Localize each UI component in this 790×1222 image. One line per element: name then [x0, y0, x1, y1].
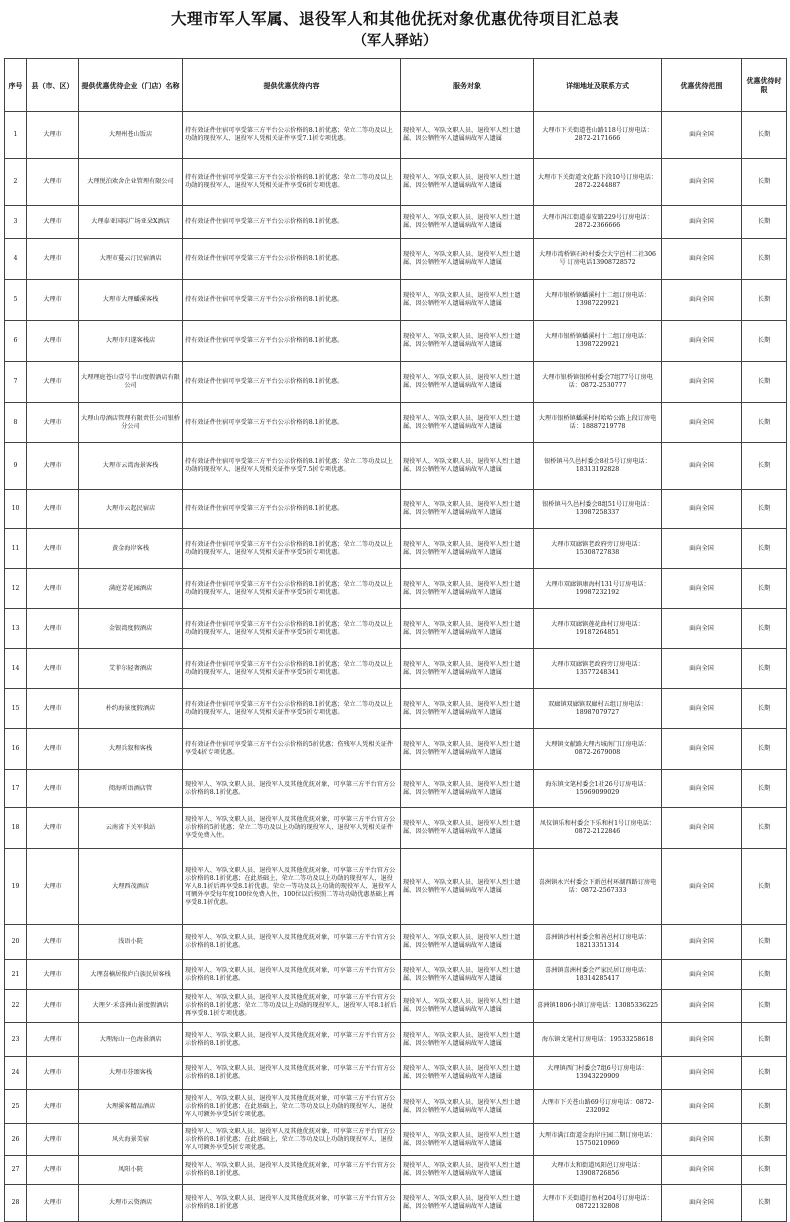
header-address: 详细地址及联系方式 — [534, 59, 662, 112]
row-content: 现役军人、军队文职人员、退役军人及其他优抚对象，可享第三方平台官方公示价格的8.1折优惠。 — [183, 1023, 401, 1057]
row-content: 持有效证件住宿可享受第三方平台公示价格的8.1折优惠；荣立二等功及以上功勋的现役军人、退役军人凭相关证件享受5折专项优惠。 — [183, 689, 401, 729]
table-row — [5, 206, 787, 239]
row-scope: 面向全国 — [662, 1023, 742, 1057]
row-scope: 面向全国 — [662, 689, 742, 729]
row-target: 现役军人、军队文职人员、退役军人烈士遗属、因公牺牲军人遗属病故军人遗属 — [401, 239, 534, 280]
table-row — [5, 1090, 787, 1124]
row-company: 大理泰亚国际广场亚朵X酒店 — [79, 206, 183, 239]
row-content: 现役军人、军队文职人员、退役军人及其他优抚对象，可享第三方平台官方公示价格的8.1折优惠。 — [183, 770, 401, 808]
row-company: 阅海听语酒店管 — [79, 770, 183, 808]
row-address: 喜洲镇永兴村委会下新邑村环湖西路订房电话：0872-2567333 — [534, 849, 662, 925]
table-row — [5, 1156, 787, 1185]
row-period: 长期 — [742, 649, 787, 689]
row-address: 大理市银桥镇蟠溪村十二组订房电话：13987229921 — [534, 280, 662, 321]
row-target: 现役军人、军队文职人员、退役军人烈士遗属、因公牺牲军人遗属病故军人遗属 — [401, 1057, 534, 1090]
row-address: 凤仪镇乐和村委会下乐和村1号订房电话：0872-2122846 — [534, 808, 662, 849]
row-scope: 面向全国 — [662, 403, 742, 443]
row-scope: 面向全国 — [662, 362, 742, 403]
row-content: 现役军人、军队文职人员、退役军人及其他优抚对象，可享第三方平台官方公示价格的8.1折优惠；在此基础上，荣立二等功及以上功勋的现役军人、退役军人可额外享受5折专项优惠。 — [183, 1090, 401, 1124]
row-scope: 面向全国 — [662, 112, 742, 159]
row-no: 25 — [5, 1090, 27, 1124]
row-target: 现役军人、军队文职人员、退役军人烈士遗属、因公牺牲军人遗属病故军人遗属 — [401, 206, 534, 239]
row-address: 大理市银桥镇蟠溪村十二组订房电话：13987229921 — [534, 321, 662, 362]
row-scope: 面向全国 — [662, 729, 742, 770]
row-company: 大理喜楠居侬庐白族民居客栈 — [79, 960, 183, 990]
row-company: 风火海景美宿 — [79, 1124, 183, 1156]
row-target: 现役军人、军队文职人员、退役军人烈士遗属、因公牺牲军人遗属病故军人遗属 — [401, 849, 534, 925]
row-county: 大理市 — [27, 321, 79, 362]
row-address: 大理镇西门村委会7组6号订房电话：13943229909 — [534, 1057, 662, 1090]
row-company: 大理理庭苍山壹号半山度假酒店有限公司 — [79, 362, 183, 403]
row-scope: 面向全国 — [662, 490, 742, 529]
row-period: 长期 — [742, 808, 787, 849]
row-target: 现役军人、军队文职人员、退役军人烈士遗属、因公牺牲军人遗属病故军人遗属 — [401, 1185, 534, 1222]
row-no: 28 — [5, 1185, 27, 1222]
row-target: 现役军人、军队文职人员、退役军人烈士遗属、因公牺牲军人遗属病故军人遗属 — [401, 960, 534, 990]
row-no: 9 — [5, 443, 27, 490]
row-company: 浅语小院 — [79, 925, 183, 960]
row-county: 大理市 — [27, 1023, 79, 1057]
row-company: 大理海山一色海景酒店 — [79, 1023, 183, 1057]
row-period: 长期 — [742, 159, 787, 206]
row-company: 大理市云起民宿店 — [79, 490, 183, 529]
row-county: 大理市 — [27, 960, 79, 990]
row-county: 大理市 — [27, 206, 79, 239]
row-period: 长期 — [742, 206, 787, 239]
row-target: 现役军人、军队文职人员、退役军人烈士遗属、因公牺牲军人遗属病故军人遗属 — [401, 990, 534, 1023]
row-county: 大理市 — [27, 808, 79, 849]
row-period: 长期 — [742, 362, 787, 403]
row-company: 大理市大理蟠溪客栈 — [79, 280, 183, 321]
row-address: 大理市双廊镇莲花曲村订房电话：19187264851 — [534, 609, 662, 649]
row-scope: 面向全国 — [662, 159, 742, 206]
row-no: 1 — [5, 112, 27, 159]
row-content: 持有效证件住宿可享受第三方平台公示价格的8.1折优惠；荣立二等功及以上功勋的现役军人、退役军人凭相关证件享受5折专项优惠。 — [183, 529, 401, 569]
row-company: 大理市归遂客栈店 — [79, 321, 183, 362]
table-row — [5, 990, 787, 1023]
row-period: 长期 — [742, 1057, 787, 1090]
row-target: 现役军人、军队文职人员、退役军人烈士遗属、因公牺牲军人遗属病故军人遗属 — [401, 362, 534, 403]
row-scope: 面向全国 — [662, 569, 742, 609]
row-address: 大理市双廊镇老政府旁订房电话：13577248341 — [534, 649, 662, 689]
row-target: 现役军人、军队文职人员、退役军人烈士遗属、因公牺牲军人遗属病故军人遗属 — [401, 1023, 534, 1057]
row-no: 26 — [5, 1124, 27, 1156]
row-period: 长期 — [742, 239, 787, 280]
header-scope: 优惠优待范围 — [662, 59, 742, 112]
table-row — [5, 689, 787, 729]
table-row — [5, 569, 787, 609]
row-county: 大理市 — [27, 689, 79, 729]
table-row — [5, 159, 787, 206]
row-address: 大理市银桥镇银桥村委会7组77号订房电话：0872-2530777 — [534, 362, 662, 403]
table-row — [5, 1057, 787, 1090]
row-period: 长期 — [742, 321, 787, 362]
row-content: 持有效证件住宿可享受第三方平台公示价格的8.1折优惠；荣立二等功及以上功勋的现役军人、退役军人凭相关证件享受5折专项优惠。 — [183, 609, 401, 649]
row-content: 现役军人、军队文职人员、退役军人及其他优抚对象，可享第三方平台官方公示价格的8.1折优惠 — [183, 1185, 401, 1222]
row-target: 现役军人、军队文职人员、退役军人烈士遗属、因公牺牲军人遗属病故军人遗属 — [401, 529, 534, 569]
row-scope: 面向全国 — [662, 1057, 742, 1090]
row-scope: 面向全国 — [662, 1124, 742, 1156]
table-row — [5, 529, 787, 569]
row-period: 长期 — [742, 529, 787, 569]
row-county: 大理市 — [27, 1057, 79, 1090]
row-county: 大理市 — [27, 403, 79, 443]
row-target: 现役军人、军队文职人员、退役军人烈士遗属、因公牺牲军人遗属病故军人遗属 — [401, 112, 534, 159]
row-address: 大理镇文献路大理古城南门订房电话：0872-2679008 — [534, 729, 662, 770]
row-content: 持有效证件住宿可享受第三方平台公示价格的8.1折优惠；荣立二等功及以上功勋的现役军人、退役军人凭相关证件享受6折专项优惠。 — [183, 159, 401, 206]
row-no: 12 — [5, 569, 27, 609]
row-no: 21 — [5, 960, 27, 990]
row-target: 现役军人、军队文职人员、退役军人烈士遗属、因公牺牲军人遗属病故军人遗属 — [401, 490, 534, 529]
row-address: 大理市下关苍山路69号订房电话：0872-232092 — [534, 1090, 662, 1124]
row-county: 大理市 — [27, 569, 79, 609]
row-county: 大理市 — [27, 239, 79, 280]
row-address: 大理市双廊镇老政府旁订房电话：15308727838 — [534, 529, 662, 569]
row-scope: 面向全国 — [662, 206, 742, 239]
row-company: 大理悦泊欢舍企业管理有限公司 — [79, 159, 183, 206]
row-company: 大理市芬颂客栈 — [79, 1057, 183, 1090]
row-content: 持有效证件住宿可享受第三方平台公示价格的8.1折优惠；荣立二等功及以上功勋的现役军人、退役军人凭相关证件享受7.5折专项优惠。 — [183, 443, 401, 490]
table-row — [5, 362, 787, 403]
row-scope: 面向全国 — [662, 239, 742, 280]
row-company: 云南省下关军供站 — [79, 808, 183, 849]
table-row — [5, 1023, 787, 1057]
row-county: 大理市 — [27, 280, 79, 321]
row-address: 双廊镇双廊镇双廊村五组订房电话：18987079727 — [534, 689, 662, 729]
row-period: 长期 — [742, 960, 787, 990]
row-scope: 面向全国 — [662, 770, 742, 808]
row-county: 大理市 — [27, 490, 79, 529]
row-scope: 面向全国 — [662, 1185, 742, 1222]
row-scope: 面向全国 — [662, 849, 742, 925]
table-row — [5, 808, 787, 849]
table-row — [5, 770, 787, 808]
row-company: 艾菲尔轻奢酒店 — [79, 649, 183, 689]
row-target: 现役军人、军队文职人员、退役军人烈士遗属、因公牺牲军人遗属病故军人遗属 — [401, 770, 534, 808]
row-target: 现役军人、军队文职人员、退役军人烈士遗属、因公牺牲军人遗属病故军人遗属 — [401, 1156, 534, 1185]
row-no: 23 — [5, 1023, 27, 1057]
row-scope: 面向全国 — [662, 808, 742, 849]
row-address: 大理市洱江街道泰安路229号订房电话：2872-2366666 — [534, 206, 662, 239]
row-county: 大理市 — [27, 1185, 79, 1222]
row-no: 19 — [5, 849, 27, 925]
row-county: 大理市 — [27, 362, 79, 403]
row-content: 现役军人、军队文职人员、退役军人及其他优抚对象，可享第三方平台官方公示价格的8.1折优惠。 — [183, 925, 401, 960]
row-content: 持有效证件住宿可享受第三方平台公示价格的8.1折优惠。 — [183, 280, 401, 321]
row-address: 银桥镇马久邑村委会8组51号订房电话：13987258337 — [534, 490, 662, 529]
row-company: 大理市云湾海景客栈 — [79, 443, 183, 490]
row-address: 大理市湾桥镇石岭村委会大宁邑村二社306号 订房电话13908728572 — [534, 239, 662, 280]
row-company: 朴约海景度假酒店 — [79, 689, 183, 729]
row-county: 大理市 — [27, 443, 79, 490]
row-target: 现役军人、军队文职人员、退役军人烈士遗属、因公牺牲军人遗属病故军人遗属 — [401, 1124, 534, 1156]
row-no: 27 — [5, 1156, 27, 1185]
table-row — [5, 849, 787, 925]
header-target: 服务对象 — [401, 59, 534, 112]
row-county: 大理市 — [27, 729, 79, 770]
row-target: 现役军人、军队文职人员、退役军人烈士遗属、因公牺牲军人遗属病故军人遗属 — [401, 925, 534, 960]
row-target: 现役军人、军队文职人员、退役军人烈士遗属、因公牺牲军人遗属病故军人遗属 — [401, 729, 534, 770]
row-content: 现役军人、军队文职人员、退役军人及其他优抚对象，可享第三方平台官方公示价格的8.1折优惠。 — [183, 960, 401, 990]
table-row — [5, 925, 787, 960]
row-period: 长期 — [742, 1023, 787, 1057]
table-row — [5, 1124, 787, 1156]
row-period: 长期 — [742, 689, 787, 729]
benefits-table — [4, 58, 787, 1222]
document-title — [0, 8, 790, 52]
row-period: 长期 — [742, 1090, 787, 1124]
row-target: 现役军人、军队文职人员、退役军人烈士遗属、因公牺牲军人遗属病故军人遗属 — [401, 1090, 534, 1124]
row-company: 大理山母酒店管理有限责任公司银桥分公司 — [79, 403, 183, 443]
row-company: 金银湾度假酒店 — [79, 609, 183, 649]
row-address: 大理市太和街道凤阳邑订房电话：13908726856 — [534, 1156, 662, 1185]
row-no: 14 — [5, 649, 27, 689]
row-address: 大理市下关街道苍山路118号订房电话：2872-2171666 — [534, 112, 662, 159]
table-row — [5, 239, 787, 280]
row-scope: 面向全国 — [662, 443, 742, 490]
row-period: 长期 — [742, 569, 787, 609]
row-address: 大理市双廊镇康海村131号订房电话：19987232192 — [534, 569, 662, 609]
row-period: 长期 — [742, 490, 787, 529]
table-row — [5, 443, 787, 490]
row-content: 现役军人、军队文职人员、退役军人及其他优抚对象，可享第三方平台官方公示价格的8.1折优惠；在此基础上，荣立二等功及以上功勋的现役军人、退役军人8.1折后再享受8.1折优惠。荣立一等功及以上功勋的现役军人、退役军人可额外享受每年度100位免费入住，100位以后按照二等功功勋优惠基础上再享受8.1折优惠。 — [183, 849, 401, 925]
row-company: 凤阳小院 — [79, 1156, 183, 1185]
table-row — [5, 321, 787, 362]
row-no: 4 — [5, 239, 27, 280]
row-scope: 面向全国 — [662, 321, 742, 362]
row-scope: 面向全国 — [662, 990, 742, 1023]
row-county: 大理市 — [27, 1124, 79, 1156]
row-county: 大理市 — [27, 649, 79, 689]
row-content: 现役军人、军队文职人员、退役军人及其他优抚对象，可享第三方平台官方公示价格的8.1折优惠；在此基础上，荣立二等功及以上功勋的现役军人、退役军人可额外享受5折专项优惠。 — [183, 1124, 401, 1156]
row-address: 银桥镇马久邑村委会8社5号订房电话：18313192828 — [534, 443, 662, 490]
row-address: 喜洲镇沙村村委会和善邑村订房电话：18213351314 — [534, 925, 662, 960]
row-county: 大理市 — [27, 770, 79, 808]
row-no: 24 — [5, 1057, 27, 1090]
row-address: 大理市下关街道打鱼村204号订房电话：08722132808 — [534, 1185, 662, 1222]
row-period: 长期 — [742, 770, 787, 808]
row-scope: 面向全国 — [662, 280, 742, 321]
header-row — [5, 59, 787, 112]
row-county: 大理市 — [27, 849, 79, 925]
row-address: 大理市满江街道金海岸庄园二期订房电话：15750210969 — [534, 1124, 662, 1156]
row-no: 7 — [5, 362, 27, 403]
row-target: 现役军人、军队文职人员、退役军人烈士遗属、因公牺牲军人遗属病故军人遗属 — [401, 689, 534, 729]
row-no: 2 — [5, 159, 27, 206]
table-row — [5, 729, 787, 770]
row-company: 大理市蔓云汀民宿酒店 — [79, 239, 183, 280]
table-row — [5, 490, 787, 529]
row-content: 持有效证件住宿可享受第三方平台公示价格的8.1折优惠。 — [183, 206, 401, 239]
row-content: 现役军人、军队文职人员、退役军人及其他优抚对象，可享第三方平台官方公示价格的8.1折优惠。 — [183, 1057, 401, 1090]
row-company: 满庭芳花园酒店 — [79, 569, 183, 609]
row-county: 大理市 — [27, 159, 79, 206]
row-period: 长期 — [742, 443, 787, 490]
row-scope: 面向全国 — [662, 1090, 742, 1124]
row-target: 现役军人、军队文职人员、退役军人烈士遗属、因公牺牲军人遗属病故军人遗属 — [401, 321, 534, 362]
row-target: 现役军人、军队文职人员、退役军人烈士遗属、因公牺牲军人遗属病故军人遗属 — [401, 159, 534, 206]
row-target: 现役军人、军队文职人员、退役军人烈士遗属、因公牺牲军人遗属病故军人遗属 — [401, 609, 534, 649]
row-no: 15 — [5, 689, 27, 729]
row-scope: 面向全国 — [662, 925, 742, 960]
row-no: 22 — [5, 990, 27, 1023]
row-period: 长期 — [742, 1124, 787, 1156]
row-county: 大理市 — [27, 1156, 79, 1185]
title-line-1: 大理市军人军属、退役军人和其他优抚对象优惠优待项目汇总表 — [170, 9, 619, 28]
header-county: 县（市、区） — [27, 59, 79, 112]
table-row — [5, 609, 787, 649]
row-address: 海东镇文笔村委会1社26号订房电话：15969099029 — [534, 770, 662, 808]
table-row — [5, 649, 787, 689]
table-row — [5, 403, 787, 443]
row-content: 持有效证件住宿可享受第三方平台公示价格的8.1折优惠；荣立二等功及以上功勋的现役军人、退役军人凭相关证件享受5折专项优惠。 — [183, 649, 401, 689]
row-content: 持有效证件住宿可享受第三方平台公示价格的8.1折优惠。 — [183, 239, 401, 280]
row-address: 大理市下关街道文化路下段10号订房电话：2872-2244887 — [534, 159, 662, 206]
row-no: 16 — [5, 729, 27, 770]
row-period: 长期 — [742, 1185, 787, 1222]
row-company: 大理溪客精品酒店 — [79, 1090, 183, 1124]
title-line-2: （军人驿站） — [353, 33, 437, 49]
row-no: 6 — [5, 321, 27, 362]
row-company: 黄金海岸客栈 — [79, 529, 183, 569]
row-content: 现役军人、军队文职人员、退役军人及其他优抚对象，可享第三方平台官方公示价格的8.1折优惠；荣立二等功及以上功勋的现役军人、退役军人可8.1折后再享受8.1折专项优惠。 — [183, 990, 401, 1023]
row-no: 5 — [5, 280, 27, 321]
row-address: 喜洲镇1806小镇订房电话：13085336225 — [534, 990, 662, 1023]
row-target: 现役军人、军队文职人员、退役军人烈士遗属、因公牺牲军人遗属病故军人遗属 — [401, 443, 534, 490]
row-county: 大理市 — [27, 609, 79, 649]
row-content: 持有效证件住宿可享受第三方平台公示价格的8.1折优惠。 — [183, 321, 401, 362]
row-scope: 面向全国 — [662, 609, 742, 649]
row-content: 持有效证件住宿可享受第三方平台公示价格的8.1折优惠。 — [183, 403, 401, 443]
row-address: 喜洲镇喜洲村委会严家民居订房电话：18314285417 — [534, 960, 662, 990]
row-target: 现役军人、军队文职人员、退役军人烈士遗属、因公牺牲军人遗属病故军人遗属 — [401, 649, 534, 689]
row-no: 11 — [5, 529, 27, 569]
row-period: 长期 — [742, 990, 787, 1023]
row-scope: 面向全国 — [662, 960, 742, 990]
row-address: 海东镇文笔村订房电话：19533258618 — [534, 1023, 662, 1057]
header-no: 序号 — [5, 59, 27, 112]
row-no: 18 — [5, 808, 27, 849]
row-period: 长期 — [742, 925, 787, 960]
row-scope: 面向全国 — [662, 649, 742, 689]
row-period: 长期 — [742, 280, 787, 321]
row-scope: 面向全国 — [662, 529, 742, 569]
row-period: 长期 — [742, 609, 787, 649]
table-row — [5, 112, 787, 159]
row-content: 持有效证件住宿可享受第三方平台公示价格的5折优惠；伤残军人凭相关证件享受4折专项优惠。 — [183, 729, 401, 770]
row-no: 3 — [5, 206, 27, 239]
row-company: 大理夕·禾喜洲山景度假酒店 — [79, 990, 183, 1023]
row-period: 长期 — [742, 403, 787, 443]
row-scope: 面向全国 — [662, 1156, 742, 1185]
row-no: 17 — [5, 770, 27, 808]
row-company: 大理西茂酒店 — [79, 849, 183, 925]
row-county: 大理市 — [27, 925, 79, 960]
row-company: 大理州苍山饭店 — [79, 112, 183, 159]
header-company: 提供优惠优待企业（门店）名称 — [79, 59, 183, 112]
row-county: 大理市 — [27, 990, 79, 1023]
row-target: 现役军人、军队文职人员、退役军人烈士遗属、因公牺牲军人遗属病故军人遗属 — [401, 403, 534, 443]
header-content: 提供优惠优待内容 — [183, 59, 401, 112]
row-content: 持有效证件住宿可享受第三方平台公示价格的8.1折优惠。 — [183, 490, 401, 529]
row-content: 现役军人、军队文职人员、退役军人及其他优抚对象，可享第三方平台官方公示价格的5折优惠；荣立二等功及以上功勋的现役军人、退役军人凭相关证件享受免费入住。 — [183, 808, 401, 849]
row-address: 大理市银桥镇蟠溪村村哈哈公路上段订房电话：18887219778 — [534, 403, 662, 443]
row-content: 持有效证件住宿可享受第三方平台公示价格的8.1折优惠。 — [183, 362, 401, 403]
table-row — [5, 960, 787, 990]
row-no: 10 — [5, 490, 27, 529]
row-target: 现役军人、军队文职人员、退役军人烈士遗属、因公牺牲军人遗属病故军人遗属 — [401, 808, 534, 849]
row-county: 大理市 — [27, 112, 79, 159]
row-target: 现役军人、军队文职人员、退役军人烈士遗属、因公牺牲军人遗属病故军人遗属 — [401, 280, 534, 321]
row-content: 持有效证件住宿可享受第三方平台公示价格的8.1折优惠；荣立二等功及以上功勋的现役军人、退役军人凭相关证件享受5折专项优惠。 — [183, 569, 401, 609]
row-county: 大理市 — [27, 529, 79, 569]
row-company: 大理市云资酒店 — [79, 1185, 183, 1222]
row-content: 现役军人、军队文职人员、退役军人及其他优抚对象，可享第三方平台官方公示价格的8.1折优惠。 — [183, 1156, 401, 1185]
row-period: 长期 — [742, 112, 787, 159]
row-company: 大理兵叙和客栈 — [79, 729, 183, 770]
row-content: 持有效证件住宿可享受第三方平台公示价格的8.1折优惠；荣立二等功及以上功勋的现役军人、退役军人凭相关证件享受7.1折专项优惠。 — [183, 112, 401, 159]
row-no: 20 — [5, 925, 27, 960]
table-body — [5, 112, 787, 1222]
row-period: 长期 — [742, 729, 787, 770]
table-row — [5, 1185, 787, 1222]
row-period: 长期 — [742, 1156, 787, 1185]
row-period: 长期 — [742, 849, 787, 925]
table-row — [5, 280, 787, 321]
header-period: 优惠优待时限 — [742, 59, 787, 112]
row-county: 大理市 — [27, 1090, 79, 1124]
row-no: 8 — [5, 403, 27, 443]
row-target: 现役军人、军队文职人员、退役军人烈士遗属、因公牺牲军人遗属病故军人遗属 — [401, 569, 534, 609]
row-no: 13 — [5, 609, 27, 649]
